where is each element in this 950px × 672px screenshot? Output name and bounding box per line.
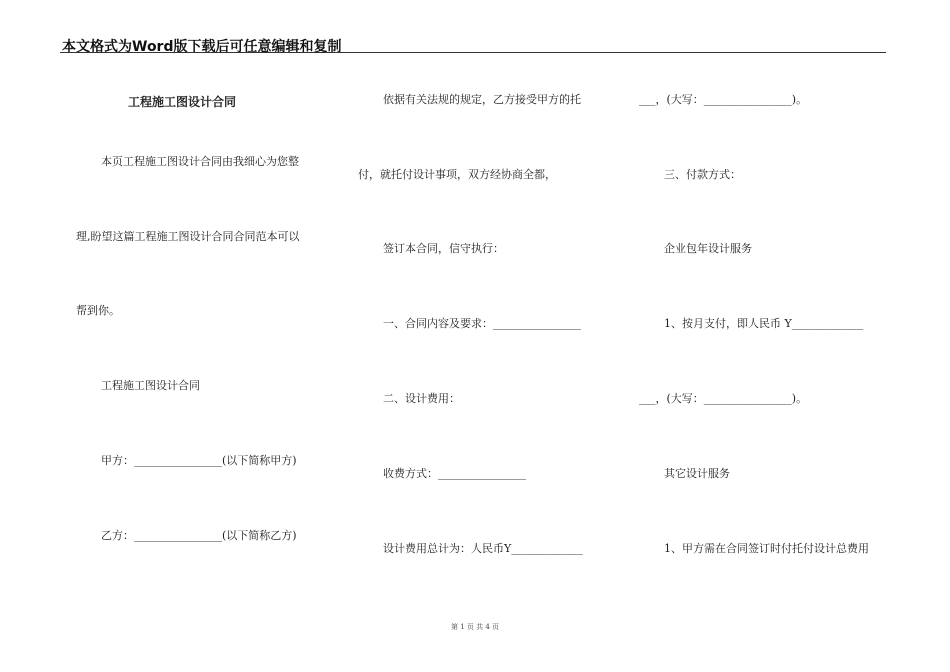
col2-line-5: 二、设计费用：: [383, 392, 460, 405]
col2-line-7: 设计费用总计为：人民币Y_____________: [383, 542, 583, 555]
col3-line-2: 三、付款方式：: [664, 168, 741, 181]
col1-line-5: 甲方：________________(以下简称甲方): [101, 454, 297, 467]
col1-line-1: 本页工程施工图设计合同由我细心为您整: [101, 155, 299, 168]
page-number: 第 1 页 共 4 页: [450, 623, 500, 631]
col1-line-2: 理,盼望这篇工程施工图设计合同合同范本可以: [76, 230, 300, 243]
document-header: 本文格式为Word版下载后可任意编辑和复制: [62, 39, 342, 55]
col2-line-2: 付，就托付设计事项，双方经协商全都，: [358, 168, 556, 181]
col2-line-1: 依据有关法规的规定，乙方接受甲方的托: [383, 93, 581, 106]
col1-line-4: 工程施工图设计合同: [101, 379, 200, 392]
col1-line-3: 帮到你。: [76, 304, 120, 317]
col2-line-3: 签订本合同，信守执行：: [383, 242, 504, 255]
col3-line-6: 其它设计服务: [664, 467, 730, 480]
col3-line-3: 企业包年设计服务: [664, 242, 752, 255]
col3-line-1: ___，(大写：________________)。: [639, 93, 808, 106]
col2-line-6: 收费方式：________________: [383, 467, 526, 480]
col2-line-4: 一、合同内容及要求：________________: [383, 317, 581, 330]
document-title: 工程施工图设计合同: [128, 95, 237, 109]
header-divider: [60, 52, 886, 53]
col1-line-6: 乙方：________________(以下简称乙方): [101, 529, 297, 542]
col3-line-4: 1、按月支付，即人民币 Y_____________: [664, 317, 864, 330]
col3-line-5: ___，(大写：________________)。: [639, 392, 808, 405]
col3-line-7: 1、甲方需在合同签订时付托付设计总费用: [664, 542, 869, 555]
